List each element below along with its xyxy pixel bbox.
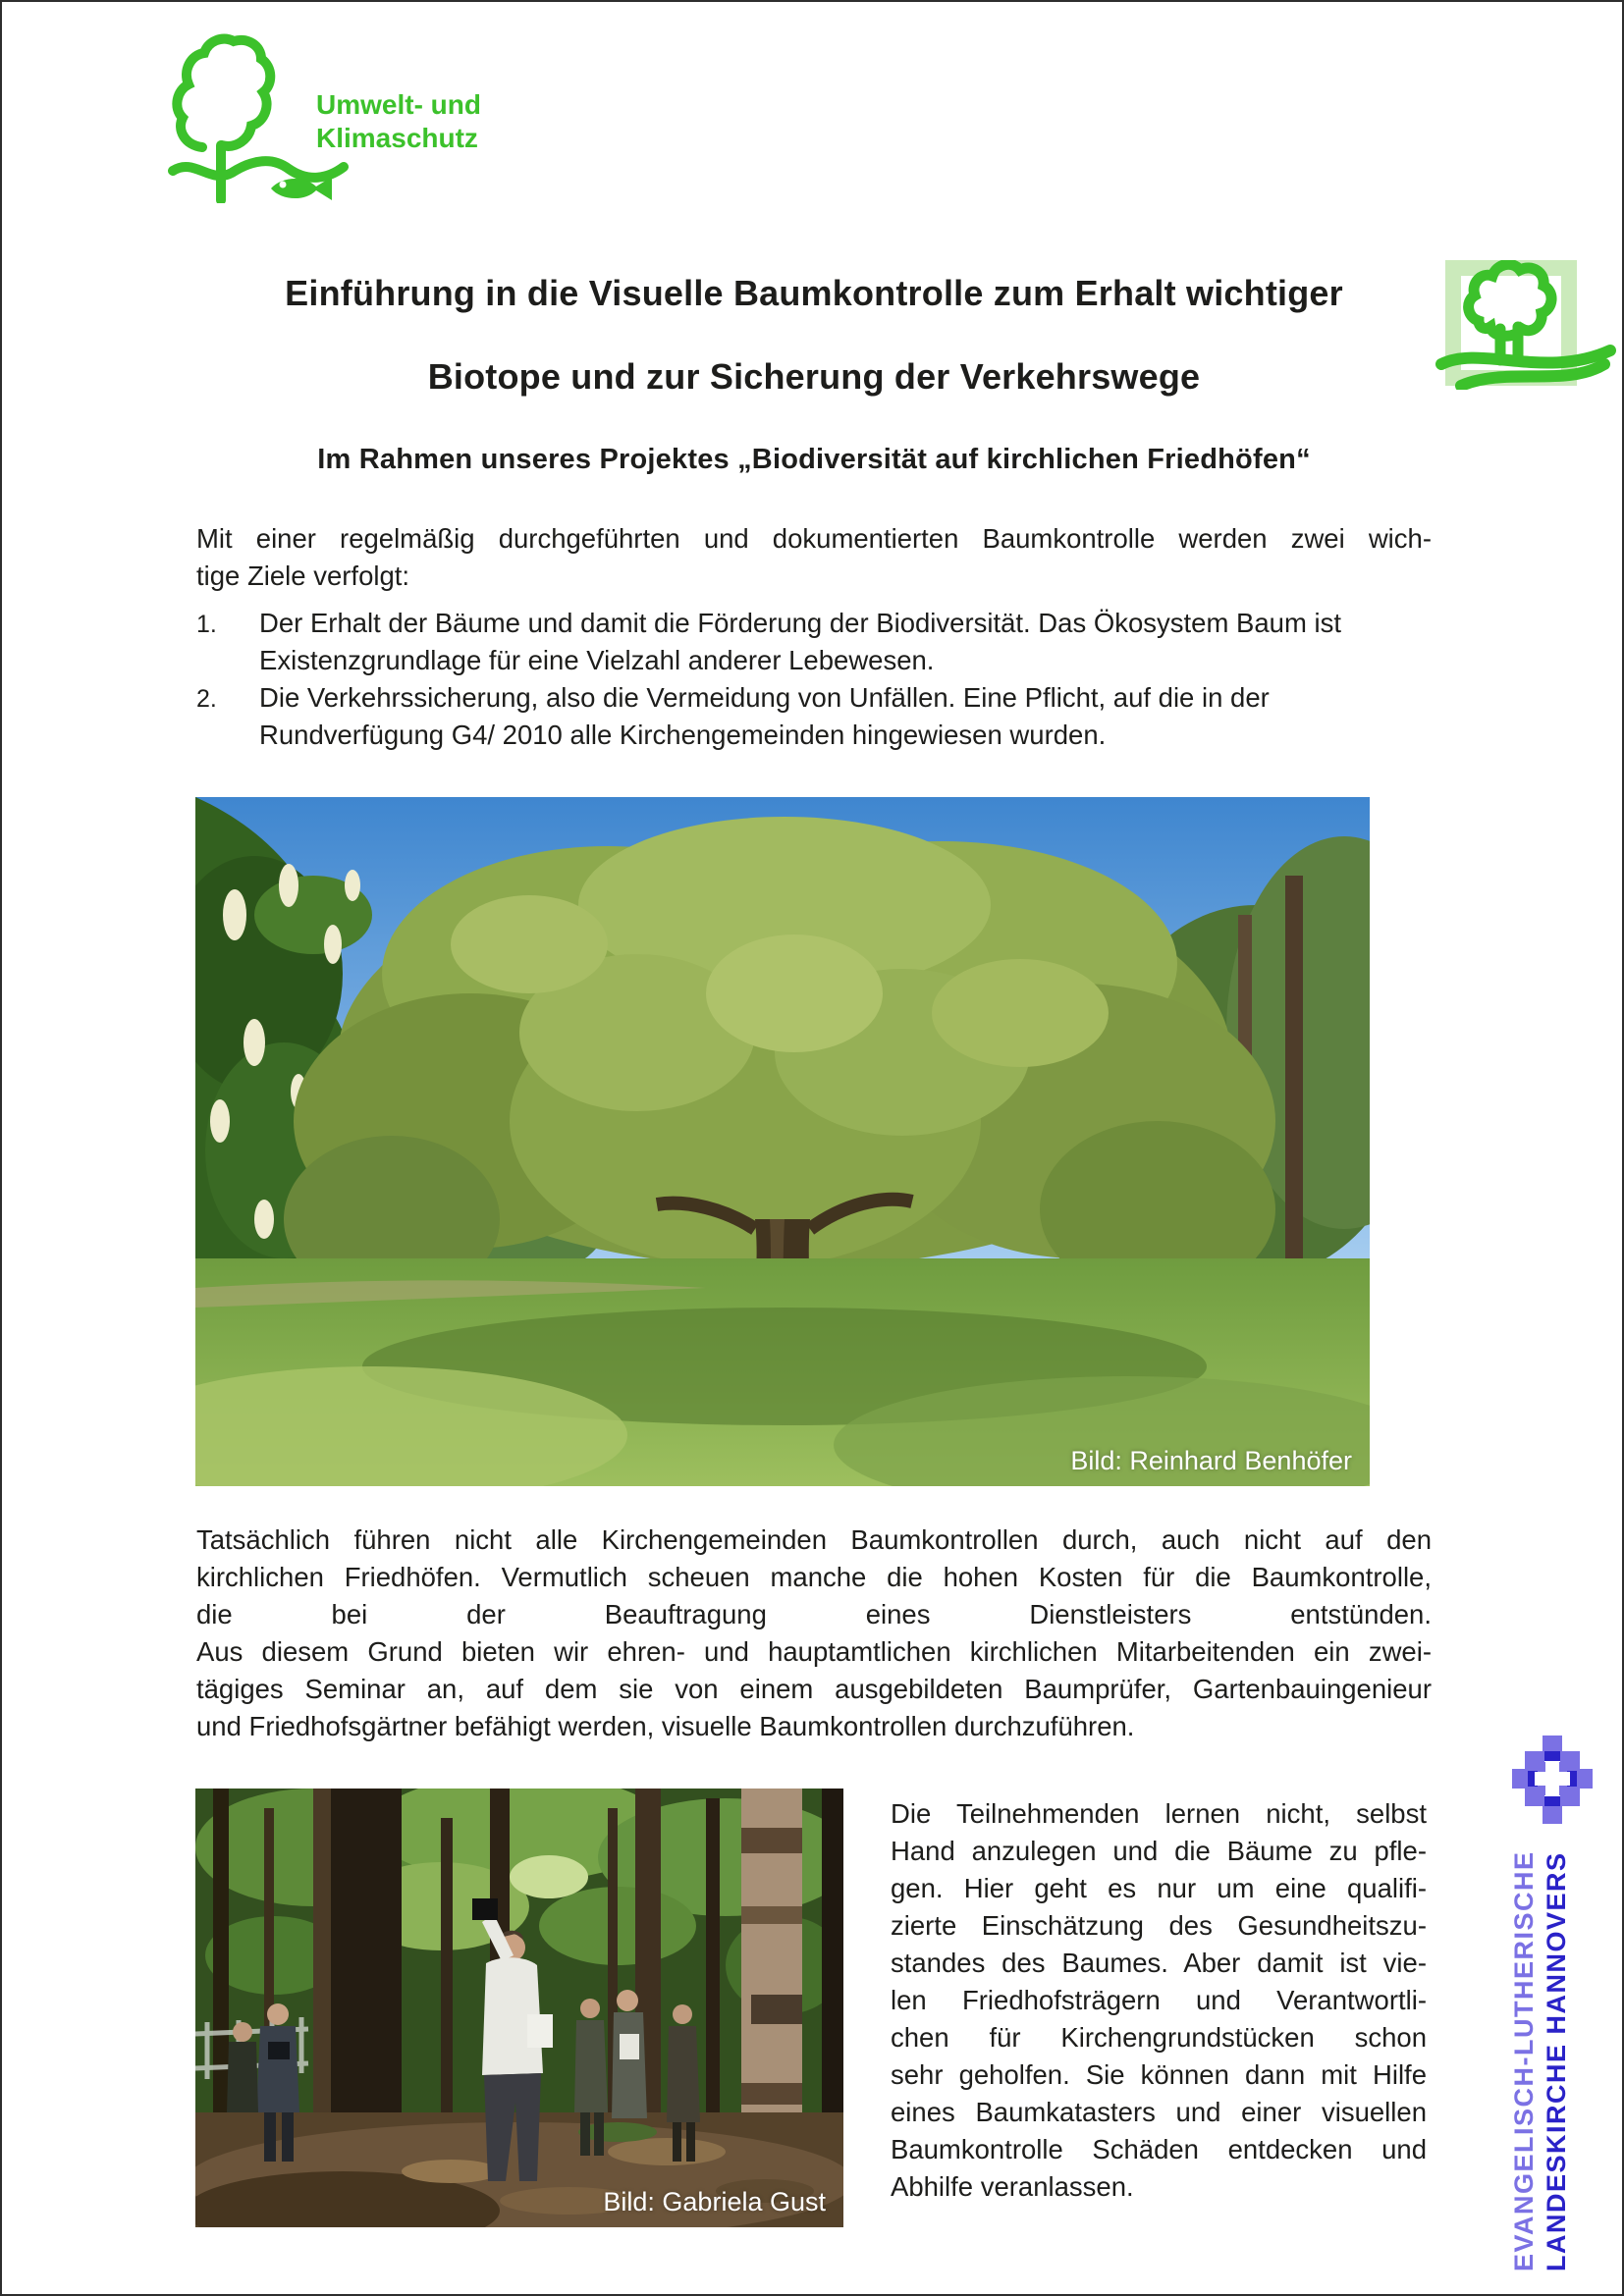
text-line: eines Baumkatasters und einer visuellen — [891, 2097, 1427, 2127]
branding-line2: LANDESKIRCHE HANNOVERS — [1542, 1851, 1571, 2271]
corner-logo-waves — [1441, 350, 1610, 386]
branding-line1: EVANGELISCH-LUTHERISCHE — [1509, 1850, 1539, 2271]
corner-logo-tree — [1469, 264, 1551, 360]
text-line: Existenzgrundlage für eine Vielzahl anderer Lebewesen. — [259, 645, 935, 675]
side-paragraph — [891, 1795, 1427, 2206]
list-item-number: 1. — [196, 611, 217, 638]
org-logo-line1: Umwelt- und — [316, 89, 481, 120]
photo-credit: Bild: Reinhard Benhöfer — [1070, 1446, 1352, 1475]
text-line: zierte Einschätzung des Gesundheitszu- — [891, 1910, 1427, 1941]
intro-paragraph — [196, 520, 1432, 595]
list-item-number: 2. — [196, 685, 217, 713]
main-paragraph — [196, 1522, 1432, 1745]
page-title-line1: Einführung in die Visuelle Baumkontrolle zum Erhalt wichtiger — [285, 273, 1343, 313]
text-line: Tatsächlich führen nicht alle Kirchengemeinden Baumkontrollen durch, auch nicht auf den — [196, 1524, 1432, 1555]
text-line: gen. Hier geht es nur um eine qualifi- — [891, 1873, 1427, 1903]
text-line: Hand anzulegen und die Bäume zu pfle- — [891, 1836, 1427, 1866]
list-item — [196, 605, 1432, 679]
text-line: Mit einer regelmäßig durchgeführten und dokumentierten Baumkontrolle werden zwei wich- — [196, 523, 1432, 554]
list-item — [196, 679, 1432, 754]
text-line: Aus diesem Grund bieten wir ehren- und hauptamtlichen kirchlichen Mitarbeitenden ein zwei- — [196, 1636, 1432, 1667]
org-logo-line2: Klimaschutz — [316, 123, 478, 153]
text-line: tige Ziele verfolgt: — [196, 561, 410, 591]
text-line: chen für Kirchengrundstücken schon — [891, 2022, 1427, 2053]
goal-list — [196, 605, 1432, 754]
text-line: Abhilfe veranlassen. — [891, 2171, 1134, 2202]
text-line: die bei der Beauftragung eines Dienstleisters entstünden. — [196, 1599, 1432, 1629]
tree-photo — [195, 797, 1370, 1486]
list-item-text — [259, 605, 1432, 679]
church-branding — [1508, 1810, 1573, 2271]
tree-wave-square-logo-icon — [1428, 260, 1624, 390]
text-line: Baumkontrolle Schäden entdecken und — [891, 2134, 1427, 2164]
text-line: und Friedhofsgärtner befähigt werden, visuelle Baumkontrollen durchzuführen. — [196, 1711, 1135, 1741]
page-subtitle: Im Rahmen unseres Projektes „Biodiversität auf kirchlichen Friedhöfen“ — [317, 444, 1311, 475]
org-logo-wave-fish — [173, 161, 344, 200]
seminar-photo-illustration — [195, 1789, 843, 2227]
list-item-text — [259, 679, 1432, 754]
text-line: Der Erhalt der Bäume und damit die Förderung der Biodiversität. Das Ökosystem Baum ist — [259, 608, 1342, 638]
text-line: standes des Baumes. Aber damit ist vie- — [891, 1948, 1427, 1978]
org-logo-wordmark — [316, 88, 481, 155]
text-line: tägiges Seminar an, auf dem sie von einem ausgebildeten Baumprüfer, Gartenbauingenieur — [196, 1674, 1432, 1704]
text-line: Rundverfügung G4/ 2010 alle Kirchengemeinden hingewiesen wurden. — [259, 720, 1107, 750]
seminar-photo — [195, 1789, 843, 2227]
text-line: kirchlichen Friedhöfen. Vermutlich scheuen manche die hohen Kosten für die Baumkontrolle, — [196, 1562, 1432, 1592]
text-line: len Friedhofsträgern und Verantwortli- — [891, 1985, 1427, 2015]
text-line: Die Verkehrssicherung, also die Vermeidung von Unfällen. Eine Pflicht, auf die in der — [259, 682, 1270, 713]
text-line: Die Teilnehmenden lernen nicht, selbst — [891, 1798, 1427, 1829]
tree-photo-illustration — [195, 797, 1370, 1486]
text-line: sehr geholfen. Sie können dann mit Hilfe — [891, 2059, 1427, 2090]
photo-credit: Bild: Gabriela Gust — [603, 2187, 826, 2216]
page-title-line2: Biotope und zur Sicherung der Verkehrswege — [427, 356, 1201, 397]
